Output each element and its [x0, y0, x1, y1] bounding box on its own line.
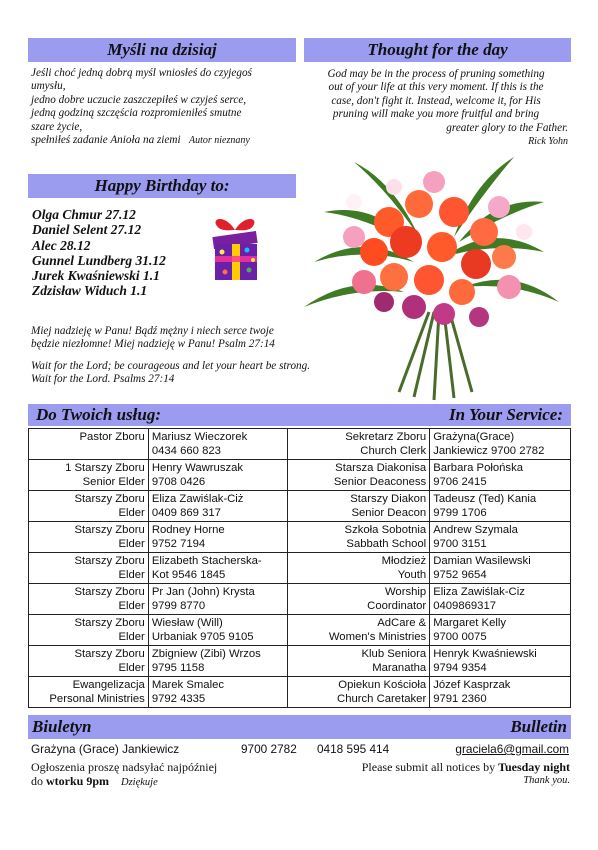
- flower-bouquet-image: [294, 142, 571, 404]
- service-name-line: Rodney Horne: [151, 524, 225, 536]
- service-name-line: 0409869317: [433, 600, 497, 612]
- service-row: [29, 615, 571, 646]
- service-role-line: Church Caretaker: [337, 693, 427, 705]
- service-role: [287, 553, 430, 584]
- service-name-line: Damian Wasilewski: [433, 555, 531, 567]
- service-name: [430, 677, 571, 708]
- service-role: [287, 677, 430, 708]
- service-name-line: Zbigniew (Zibi) Wrzos: [151, 648, 261, 660]
- service-name: [148, 553, 287, 584]
- bulletin-phone-2: 0418 595 414: [317, 742, 390, 756]
- service-name: [430, 615, 571, 646]
- bulletin-en-title: Bulletin: [510, 717, 567, 736]
- service-name-line: 9700 3151: [433, 538, 487, 550]
- service-name-line: 9752 9654: [433, 569, 487, 581]
- service-name-line: 9700 0075: [433, 631, 487, 643]
- service-name-line: 9799 1706: [433, 507, 487, 519]
- service-name: [148, 677, 287, 708]
- birthday-name: Zdzisław Widuch 1.1: [32, 283, 148, 299]
- service-name-line: Marek Smalec: [151, 679, 225, 691]
- service-role: [287, 429, 430, 460]
- service-role-line: Starszy Zboru: [74, 493, 145, 505]
- birthday-verses: Miej nadzieję w Panu! Bądź mężny i niech serce twoje będzie niezłomne! Miej nadzieję w Panu! Psalm 27:14 Wait for the Lord; be courageous and let your heart be strong. Wait for the Lord. Psalms 27:14: [31, 325, 311, 386]
- service-row: [29, 491, 571, 522]
- service-name-line: Wiesław (Will): [151, 617, 223, 629]
- service-row: [29, 677, 571, 708]
- thoughts-pl-title: Myśli na dzisiaj: [28, 38, 296, 62]
- service-name: [430, 646, 571, 677]
- gift-icon: [207, 212, 263, 284]
- service-name: [430, 522, 571, 553]
- service-name-line: 9792 4335: [151, 693, 206, 705]
- service-name-line: Jankiewicz 9700 2782: [433, 445, 545, 457]
- bulletin-email-link[interactable]: graciela6@gmail.com: [455, 742, 569, 756]
- service-name-line: Elizabeth Stacherska-: [151, 555, 262, 567]
- service-role-line: Sabbath School: [346, 538, 427, 550]
- birthday-title: Happy Birthday to:: [28, 174, 296, 198]
- service-role-line: Personal Ministries: [49, 693, 145, 705]
- service-role: [287, 460, 430, 491]
- service-role-line: Elder: [118, 507, 145, 519]
- service-role-line: Senior Deaconess: [333, 476, 427, 488]
- service-role-line: Coordinator: [367, 600, 427, 612]
- service-name-line: Tadeusz (Ted) Kania: [433, 493, 537, 505]
- service-role-line: Młodzież: [381, 555, 427, 567]
- service-table: [28, 428, 571, 708]
- service-name: [148, 584, 287, 615]
- service-header: [28, 404, 571, 426]
- service-role-line: Senior Elder: [82, 476, 145, 488]
- service-role: [287, 646, 430, 677]
- service-name-line: Eliza Zawiślak-Ciz: [433, 586, 525, 598]
- service-name: [430, 553, 571, 584]
- service-name-line: Mariusz Wieczorek: [151, 431, 248, 443]
- service-name: [430, 429, 571, 460]
- bulletin-note-en: Please submit all notices by Tuesday night Thank you.: [361, 760, 570, 786]
- service-name: [148, 460, 287, 491]
- service-role-line: Sekretarz Zboru: [345, 431, 427, 443]
- service-role: [29, 615, 149, 646]
- thoughts-en-text: God may be in the process of pruning something out of your life at this very moment. If this is the case, don't fight it. Instead, welcome it, for His pruning will make you more fruitful and bring greater glory to the Father. Rick Yohn: [327, 68, 568, 148]
- service-row: [29, 646, 571, 677]
- service-row: [29, 553, 571, 584]
- service-role-line: Opiekun Kościoła: [338, 679, 427, 691]
- service-role-line: Women's Ministries: [328, 631, 427, 643]
- bulletin-header: [28, 715, 571, 739]
- service-name: [148, 615, 287, 646]
- service-role-line: Maranatha: [372, 662, 427, 674]
- service-role-line: Starszy Zboru: [74, 586, 145, 598]
- service-role-line: Senior Deacon: [351, 507, 427, 519]
- service-name-line: 9794 9354: [433, 662, 487, 674]
- service-role: [29, 522, 149, 553]
- service-role-line: AdCare &: [377, 617, 427, 629]
- service-role-line: Ewangelizacja: [72, 679, 145, 691]
- service-role-line: Starszy Zboru: [74, 648, 145, 660]
- birthday-name: Olga Chmur 27.12: [32, 207, 136, 222]
- service-role-line: Elder: [118, 662, 145, 674]
- service-role: [29, 429, 149, 460]
- service-name-line: Andrew Szymala: [433, 524, 518, 536]
- bulletin-phone-1: 9700 2782: [241, 742, 297, 756]
- service-name-line: Kot 9546 1845: [151, 569, 226, 581]
- service-role: [287, 491, 430, 522]
- service-role-line: Starszy Zboru: [74, 524, 145, 536]
- service-en-title: In Your Service:: [449, 405, 563, 424]
- service-role: [29, 553, 149, 584]
- service-role-line: Elder: [118, 631, 145, 643]
- bulletin-pl-title: Biuletyn: [32, 717, 92, 736]
- service-name: [148, 646, 287, 677]
- service-name-line: Pr Jan (John) Krysta: [151, 586, 255, 598]
- service-name-line: Margaret Kelly: [433, 617, 507, 629]
- service-role-line: Elder: [118, 538, 145, 550]
- service-name-line: 9795 1158: [151, 662, 205, 674]
- thoughts-pl-text: Jeśli choć jedną dobrą myśl wniosłeś do czyjegoś umysłu, jedno dobre uczucie zaszczepiłeś w czyjeś serce, jedną godziną szczęścia rozpromieniłeś smutne szare życie, spełniłeś zadanie Anioła na ziemi Autor nieznany: [31, 67, 252, 147]
- service-role-line: Youth: [397, 569, 427, 581]
- service-role-line: Elder: [118, 569, 145, 581]
- birthday-name: Alec 28.12: [32, 237, 91, 253]
- service-role-line: Starsza Diakonisa: [335, 462, 427, 474]
- service-role-line: Starszy Diakon: [350, 493, 427, 505]
- birthday-list: [32, 207, 222, 299]
- service-role: [29, 677, 149, 708]
- service-name: [430, 460, 571, 491]
- service-role-line: Szkoła Sobotnia: [344, 524, 427, 536]
- service-name: [430, 584, 571, 615]
- service-row: [29, 429, 571, 460]
- service-role-line: Klub Seniora: [361, 648, 427, 660]
- service-name-line: Barbara Połońska: [433, 462, 524, 474]
- service-name-line: 0409 869 317: [151, 507, 221, 519]
- service-role: [287, 615, 430, 646]
- service-name-line: 0434 660 823: [151, 445, 221, 457]
- service-name: [148, 429, 287, 460]
- service-row: [29, 584, 571, 615]
- service-name-line: 9752 7194: [151, 538, 206, 550]
- service-row: [29, 460, 571, 491]
- service-role: [287, 522, 430, 553]
- service-name-line: 9791 2360: [433, 693, 487, 705]
- service-name-line: Henryk Kwaśniewski: [433, 648, 537, 660]
- service-name: [148, 522, 287, 553]
- service-name-line: Henry Wawruszak: [151, 462, 244, 474]
- service-role-line: Starszy Zboru: [74, 555, 145, 567]
- service-name-line: Grażyna(Grace): [433, 431, 515, 443]
- service-role-line: Elder: [118, 600, 145, 612]
- service-name: [148, 491, 287, 522]
- service-name-line: 9799 8770: [151, 600, 206, 612]
- birthday-name: Daniel Selent 27.12: [32, 222, 142, 238]
- service-row: [29, 522, 571, 553]
- service-pl-title: Do Twoich usług:: [36, 405, 162, 424]
- service-role: [29, 584, 149, 615]
- service-role-line: Starszy Zboru: [74, 617, 145, 629]
- bulletin-contact-name: Grażyna (Grace) Jankiewicz: [31, 742, 180, 756]
- service-role: [29, 460, 149, 491]
- service-name-line: 9708 0426: [151, 476, 206, 488]
- birthday-name: Jurek Kwaśniewski 1.1: [32, 268, 160, 284]
- thoughts-en-title: Thought for the day: [304, 38, 571, 62]
- service-role: [287, 584, 430, 615]
- service-role-line: Pastor Zboru: [79, 431, 145, 443]
- service-name: [430, 491, 571, 522]
- service-name-line: Eliza Zawiślak-Ciż: [151, 493, 244, 505]
- service-name-line: Urbaniak 9705 9105: [151, 631, 254, 643]
- service-name-line: 9706 2415: [433, 476, 487, 488]
- service-role-line: Worship: [384, 586, 427, 598]
- service-role-line: 1 Starszy Zboru: [65, 462, 145, 474]
- bulletin-note-pl: Ogłoszenia proszę nadsyłać najpóźniej do wtorku 9pm Dziękuje: [31, 760, 218, 788]
- service-role-line: Church Clerk: [360, 445, 427, 457]
- service-name-line: Józef Kasprzak: [433, 679, 511, 691]
- service-role: [29, 491, 149, 522]
- birthday-name: Gunnel Lundberg 31.12: [32, 252, 166, 268]
- service-role: [29, 646, 149, 677]
